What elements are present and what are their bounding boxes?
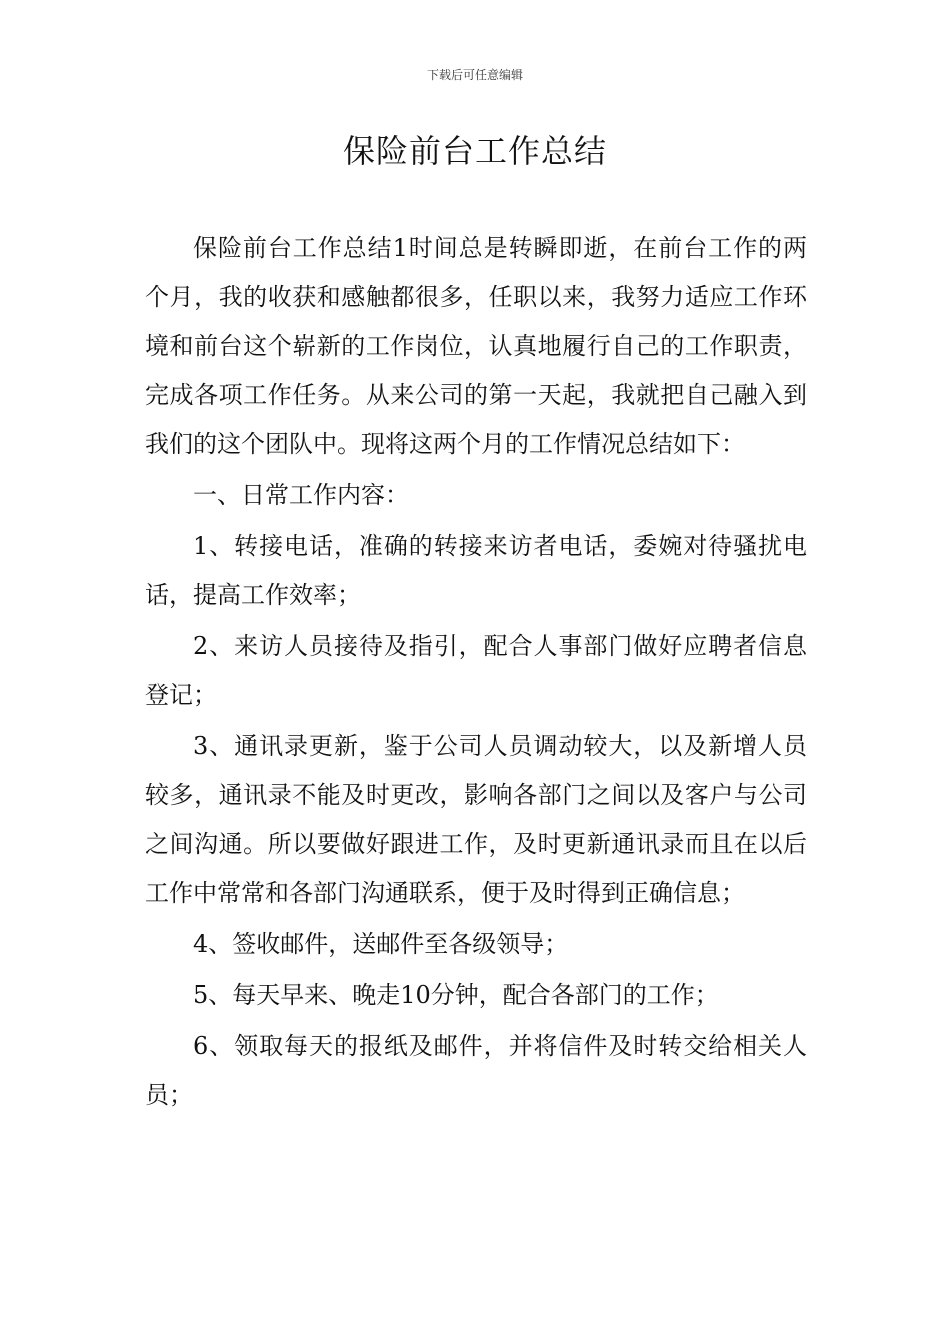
document-body [145,224,807,1122]
list-item-6: 6、领取每天的报纸及邮件，并将信件及时转交给相关人员； [145,1032,807,1109]
list-item-4: 4、签收邮件，送邮件至各级领导； [193,930,569,958]
list-item-5: 5、每天早来、晚走10分钟，配合各部门的工作； [193,981,719,1009]
list-item-2: 2、来访人员接待及指引，配合人事部门做好应聘者信息登记； [145,632,807,709]
list-item-1: 1、转接电话，准确的转接来访者电话，委婉对待骚扰电话，提高工作效率； [145,532,807,609]
section-heading-daily-work: 一、日常工作内容： [193,481,409,509]
header-note: 下载后可任意编辑 [426,68,523,82]
paragraph-intro: 保险前台工作总结1时间总是转瞬即逝，在前台工作的两个月，我的收获和感触都很多，任职以来，我努力适应工作环境和前台这个崭新的工作岗位，认真地履行自己的工作职责，完成各项工作任务。从来公司的第一天起，我就把自己融入到我们的这个团队中。现将这两个月的工作情况总结如下： [145,234,807,458]
document-title: 保险前台工作总结 [342,132,607,170]
list-item-3: 3、通讯录更新，鉴于公司人员调动较大，以及新增人员较多，通讯录不能及时更改，影响各部门之间以及客户与公司之间沟通。所以要做好跟进工作，及时更新通讯录而且在以后工作中常常和各部门沟通联系，便于及时得到正确信息； [145,732,807,907]
